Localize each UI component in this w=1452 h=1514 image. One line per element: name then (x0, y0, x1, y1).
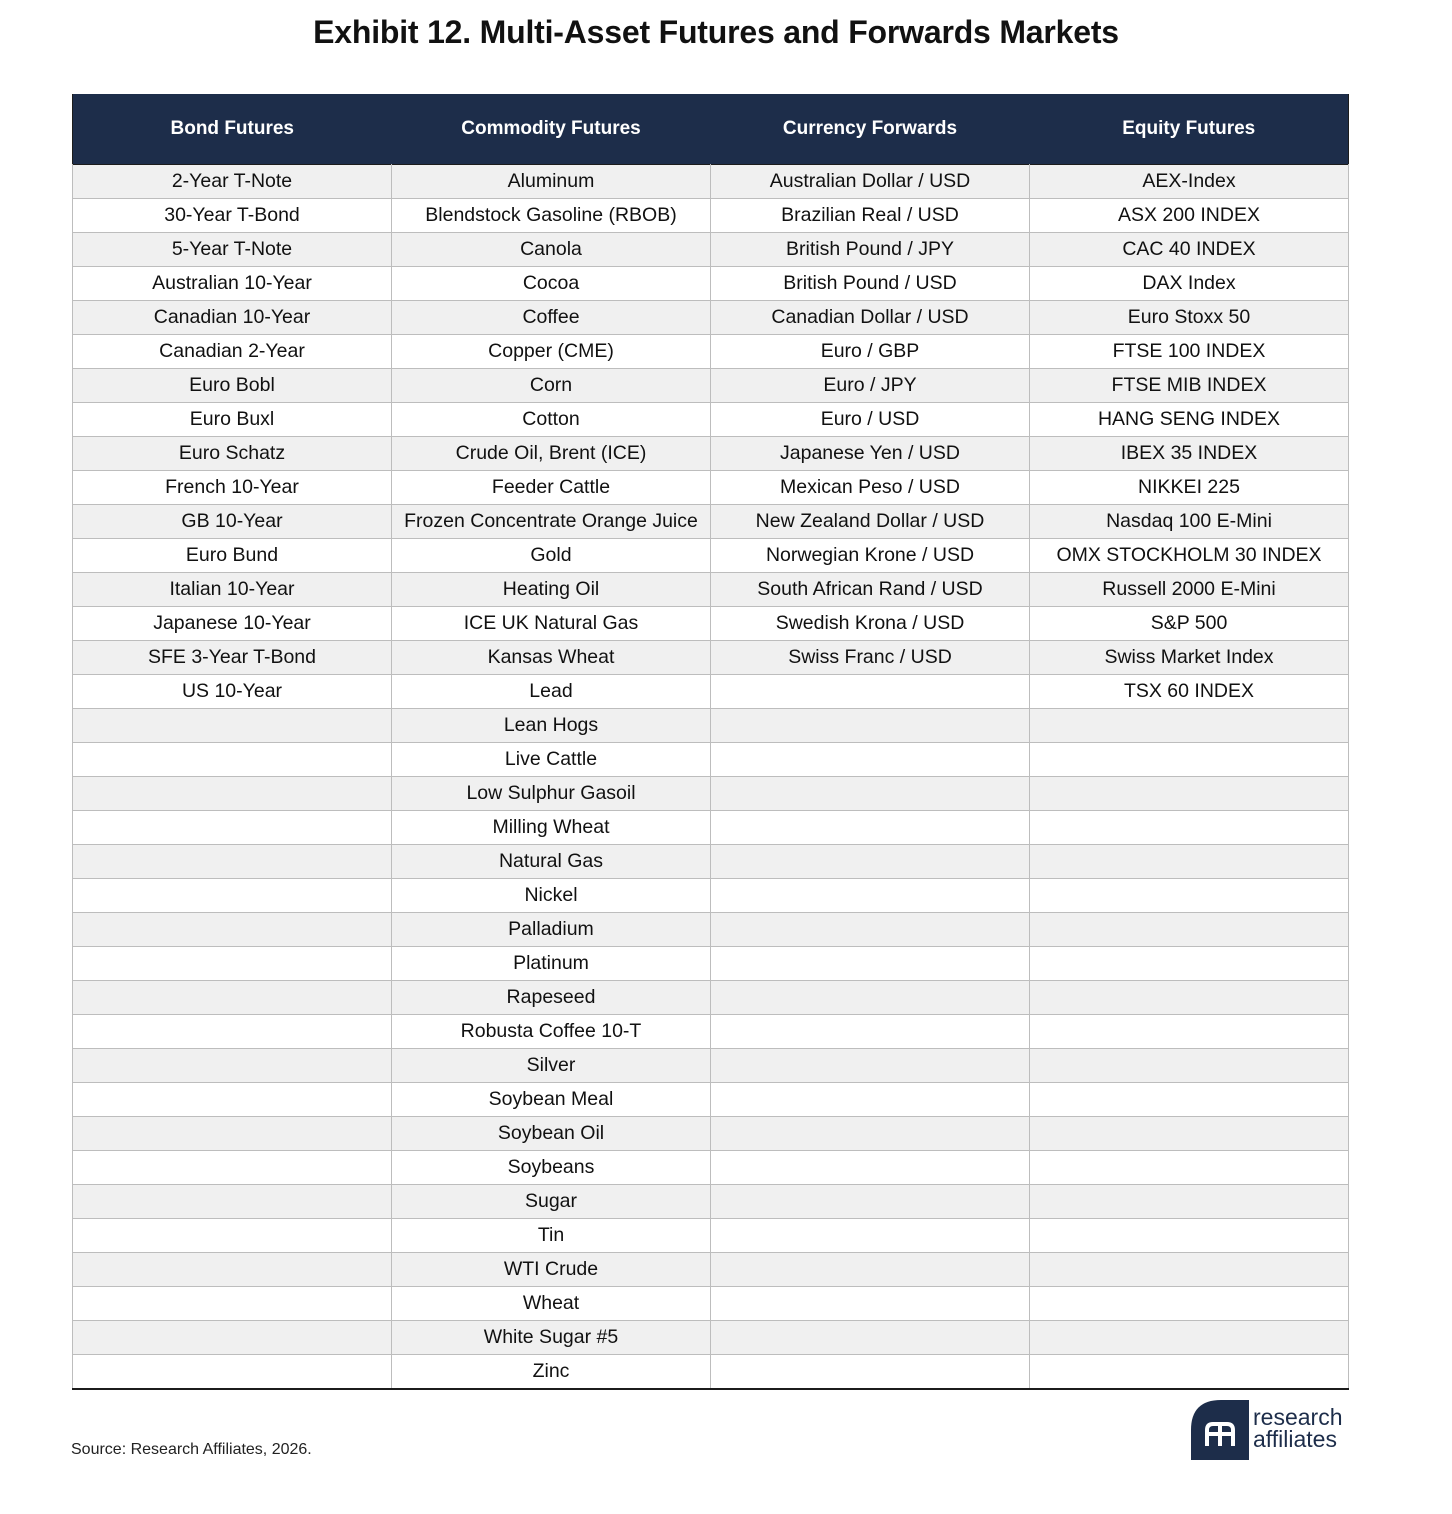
equity-futures-cell (1030, 913, 1349, 947)
bond-futures-cell: Italian 10-Year (73, 573, 392, 607)
equity-futures-cell (1030, 709, 1349, 743)
currency-forwards-cell: South African Rand / USD (711, 573, 1030, 607)
table-row (73, 913, 1349, 947)
commodity-futures-cell: Blendstock Gasoline (RBOB) (392, 199, 711, 233)
equity-futures-cell: Russell 2000 E-Mini (1030, 573, 1349, 607)
logo-wordmark (1253, 1406, 1342, 1450)
currency-forwards-cell: British Pound / JPY (711, 233, 1030, 267)
commodity-futures-cell: Sugar (392, 1185, 711, 1219)
exhibit-title: Exhibit 12. Multi-Asset Futures and Forwards Markets (313, 14, 1119, 50)
equity-futures-cell (1030, 1253, 1349, 1287)
commodity-futures-cell: Cocoa (392, 267, 711, 301)
table-row (73, 641, 1349, 675)
equity-futures-cell (1030, 1049, 1349, 1083)
currency-forwards-cell: Canadian Dollar / USD (711, 301, 1030, 335)
table-row (73, 369, 1349, 403)
currency-forwards-cell (711, 675, 1030, 709)
bond-futures-cell: US 10-Year (73, 675, 392, 709)
table-row (73, 1083, 1349, 1117)
currency-forwards-cell: Australian Dollar / USD (711, 165, 1030, 199)
table-row (73, 573, 1349, 607)
equity-futures-cell: FTSE 100 INDEX (1030, 335, 1349, 369)
equity-futures-cell: AEX-Index (1030, 165, 1349, 199)
equity-futures-cell (1030, 879, 1349, 913)
table-row (73, 233, 1349, 267)
equity-futures-cell (1030, 947, 1349, 981)
bond-futures-cell: Australian 10-Year (73, 267, 392, 301)
equity-futures-cell: Swiss Market Index (1030, 641, 1349, 675)
bond-futures-cell: SFE 3-Year T-Bond (73, 641, 392, 675)
equity-futures-cell (1030, 1083, 1349, 1117)
bond-futures-cell (73, 709, 392, 743)
bond-futures-cell (73, 1355, 392, 1390)
commodity-futures-cell: Kansas Wheat (392, 641, 711, 675)
commodity-futures-cell: Lean Hogs (392, 709, 711, 743)
commodity-futures-cell: White Sugar #5 (392, 1321, 711, 1355)
currency-forwards-cell: Euro / USD (711, 403, 1030, 437)
currency-forwards-cell: Swiss Franc / USD (711, 641, 1030, 675)
equity-futures-cell (1030, 1185, 1349, 1219)
commodity-futures-cell: Heating Oil (392, 573, 711, 607)
table-row (73, 675, 1349, 709)
column-header-bond-futures: Bond Futures (73, 94, 392, 165)
bond-futures-cell (73, 1151, 392, 1185)
currency-forwards-cell: Norwegian Krone / USD (711, 539, 1030, 573)
commodity-futures-cell: Soybean Meal (392, 1083, 711, 1117)
equity-futures-cell (1030, 777, 1349, 811)
equity-futures-cell: S&P 500 (1030, 607, 1349, 641)
bond-futures-cell: Euro Bobl (73, 369, 392, 403)
currency-forwards-cell (711, 777, 1030, 811)
equity-futures-cell: CAC 40 INDEX (1030, 233, 1349, 267)
table-row (73, 403, 1349, 437)
bond-futures-cell: 5-Year T-Note (73, 233, 392, 267)
table-row (73, 301, 1349, 335)
currency-forwards-cell (711, 1321, 1030, 1355)
research-affiliates-logo-icon (1191, 1400, 1249, 1460)
commodity-futures-cell: Soybean Oil (392, 1117, 711, 1151)
commodity-futures-cell: Corn (392, 369, 711, 403)
table-body (73, 165, 1349, 1390)
bond-futures-cell: Canadian 10-Year (73, 301, 392, 335)
table-row (73, 811, 1349, 845)
equity-futures-cell: Euro Stoxx 50 (1030, 301, 1349, 335)
column-header-commodity-futures: Commodity Futures (392, 94, 711, 165)
table-row (73, 1355, 1349, 1390)
currency-forwards-cell: Euro / GBP (711, 335, 1030, 369)
table-row (73, 1253, 1349, 1287)
commodity-futures-cell: Feeder Cattle (392, 471, 711, 505)
table-row (73, 607, 1349, 641)
commodity-futures-cell: ICE UK Natural Gas (392, 607, 711, 641)
commodity-futures-cell: WTI Crude (392, 1253, 711, 1287)
bond-futures-cell: 30-Year T-Bond (73, 199, 392, 233)
table-row (73, 505, 1349, 539)
bond-futures-cell: Japanese 10-Year (73, 607, 392, 641)
commodity-futures-cell: Robusta Coffee 10-T (392, 1015, 711, 1049)
commodity-futures-cell: Canola (392, 233, 711, 267)
bond-futures-cell (73, 743, 392, 777)
currency-forwards-cell: Euro / JPY (711, 369, 1030, 403)
table-header (73, 94, 1349, 165)
header-row (73, 94, 1349, 165)
currency-forwards-cell (711, 879, 1030, 913)
commodity-futures-cell: Palladium (392, 913, 711, 947)
currency-forwards-cell (711, 1015, 1030, 1049)
bond-futures-cell (73, 1253, 392, 1287)
equity-futures-cell (1030, 981, 1349, 1015)
equity-futures-cell (1030, 811, 1349, 845)
currency-forwards-cell: Mexican Peso / USD (711, 471, 1030, 505)
equity-futures-cell: Nasdaq 100 E-Mini (1030, 505, 1349, 539)
table-row (73, 1321, 1349, 1355)
equity-futures-cell: DAX Index (1030, 267, 1349, 301)
table-row (73, 879, 1349, 913)
currency-forwards-cell (711, 845, 1030, 879)
commodity-futures-cell: Wheat (392, 1287, 711, 1321)
column-header-currency-forwards: Currency Forwards (711, 94, 1030, 165)
equity-futures-cell (1030, 1015, 1349, 1049)
table-row (73, 267, 1349, 301)
table-row (73, 1151, 1349, 1185)
table-row (73, 437, 1349, 471)
commodity-futures-cell: Lead (392, 675, 711, 709)
equity-futures-cell (1030, 1355, 1349, 1390)
commodity-futures-cell: Tin (392, 1219, 711, 1253)
source-note: Source: Research Affiliates, 2026. (71, 1441, 312, 1458)
currency-forwards-cell (711, 1049, 1030, 1083)
bond-futures-cell: 2-Year T-Note (73, 165, 392, 199)
equity-futures-cell (1030, 1219, 1349, 1253)
currency-forwards-cell (711, 913, 1030, 947)
currency-forwards-cell (711, 1219, 1030, 1253)
currency-forwards-cell: Brazilian Real / USD (711, 199, 1030, 233)
bond-futures-cell (73, 1287, 392, 1321)
bond-futures-cell (73, 811, 392, 845)
table-row (73, 709, 1349, 743)
bond-futures-cell (73, 777, 392, 811)
table-row (73, 471, 1349, 505)
bond-futures-cell (73, 1321, 392, 1355)
bond-futures-cell: Euro Buxl (73, 403, 392, 437)
bond-futures-cell (73, 1083, 392, 1117)
markets-table (72, 94, 1349, 1390)
bond-futures-cell (73, 913, 392, 947)
currency-forwards-cell (711, 947, 1030, 981)
currency-forwards-cell (711, 1185, 1030, 1219)
equity-futures-cell (1030, 1287, 1349, 1321)
commodity-futures-cell: Frozen Concentrate Orange Juice (392, 505, 711, 539)
currency-forwards-cell (711, 1287, 1030, 1321)
equity-futures-cell: FTSE MIB INDEX (1030, 369, 1349, 403)
commodity-futures-cell: Cotton (392, 403, 711, 437)
commodity-futures-cell: Live Cattle (392, 743, 711, 777)
currency-forwards-cell (711, 1253, 1030, 1287)
commodity-futures-cell: Platinum (392, 947, 711, 981)
bond-futures-cell (73, 981, 392, 1015)
bond-futures-cell (73, 1049, 392, 1083)
bond-futures-cell: GB 10-Year (73, 505, 392, 539)
currency-forwards-cell (711, 1151, 1030, 1185)
commodity-futures-cell: Zinc (392, 1355, 711, 1390)
currency-forwards-cell: Japanese Yen / USD (711, 437, 1030, 471)
bond-futures-cell (73, 947, 392, 981)
table-row (73, 1185, 1349, 1219)
currency-forwards-cell (711, 1117, 1030, 1151)
table-row (73, 777, 1349, 811)
table-row (73, 1287, 1349, 1321)
commodity-futures-cell: Coffee (392, 301, 711, 335)
commodity-futures-cell: Crude Oil, Brent (ICE) (392, 437, 711, 471)
equity-futures-cell (1030, 1151, 1349, 1185)
commodity-futures-cell: Low Sulphur Gasoil (392, 777, 711, 811)
bond-futures-cell (73, 1015, 392, 1049)
commodity-futures-cell: Soybeans (392, 1151, 711, 1185)
currency-forwards-cell: Swedish Krona / USD (711, 607, 1030, 641)
equity-futures-cell: HANG SENG INDEX (1030, 403, 1349, 437)
table-row (73, 539, 1349, 573)
bond-futures-cell (73, 1117, 392, 1151)
currency-forwards-cell: British Pound / USD (711, 267, 1030, 301)
commodity-futures-cell: Nickel (392, 879, 711, 913)
equity-futures-cell: OMX STOCKHOLM 30 INDEX (1030, 539, 1349, 573)
logo-line-2: affiliates (1253, 1426, 1337, 1452)
commodity-futures-cell: Gold (392, 539, 711, 573)
equity-futures-cell (1030, 1321, 1349, 1355)
commodity-futures-cell: Rapeseed (392, 981, 711, 1015)
table-row (73, 1117, 1349, 1151)
table-row (73, 743, 1349, 777)
currency-forwards-cell (711, 743, 1030, 777)
bond-futures-cell (73, 879, 392, 913)
currency-forwards-cell (711, 1355, 1030, 1390)
bond-futures-cell (73, 845, 392, 879)
commodity-futures-cell: Aluminum (392, 165, 711, 199)
research-affiliates-logo (1191, 1400, 1361, 1462)
table-row (73, 1219, 1349, 1253)
equity-futures-cell: ASX 200 INDEX (1030, 199, 1349, 233)
column-header-equity-futures: Equity Futures (1030, 94, 1349, 165)
table-row (73, 199, 1349, 233)
equity-futures-cell (1030, 743, 1349, 777)
currency-forwards-cell (711, 811, 1030, 845)
table-row (73, 1015, 1349, 1049)
commodity-futures-cell: Milling Wheat (392, 811, 711, 845)
bond-futures-cell (73, 1185, 392, 1219)
logo-line-1: research (1253, 1404, 1343, 1430)
bond-futures-cell: French 10-Year (73, 471, 392, 505)
currency-forwards-cell: New Zealand Dollar / USD (711, 505, 1030, 539)
table-row (73, 981, 1349, 1015)
bond-futures-cell: Canadian 2-Year (73, 335, 392, 369)
table-row (73, 947, 1349, 981)
commodity-futures-cell: Silver (392, 1049, 711, 1083)
bond-futures-cell: Euro Bund (73, 539, 392, 573)
commodity-futures-cell: Copper (CME) (392, 335, 711, 369)
currency-forwards-cell (711, 1083, 1030, 1117)
currency-forwards-cell (711, 981, 1030, 1015)
table-row (73, 845, 1349, 879)
equity-futures-cell: IBEX 35 INDEX (1030, 437, 1349, 471)
table-row (73, 165, 1349, 199)
equity-futures-cell (1030, 1117, 1349, 1151)
bond-futures-cell: Euro Schatz (73, 437, 392, 471)
table-row (73, 1049, 1349, 1083)
currency-forwards-cell (711, 709, 1030, 743)
bond-futures-cell (73, 1219, 392, 1253)
equity-futures-cell: TSX 60 INDEX (1030, 675, 1349, 709)
table-row (73, 335, 1349, 369)
commodity-futures-cell: Natural Gas (392, 845, 711, 879)
equity-futures-cell: NIKKEI 225 (1030, 471, 1349, 505)
equity-futures-cell (1030, 845, 1349, 879)
